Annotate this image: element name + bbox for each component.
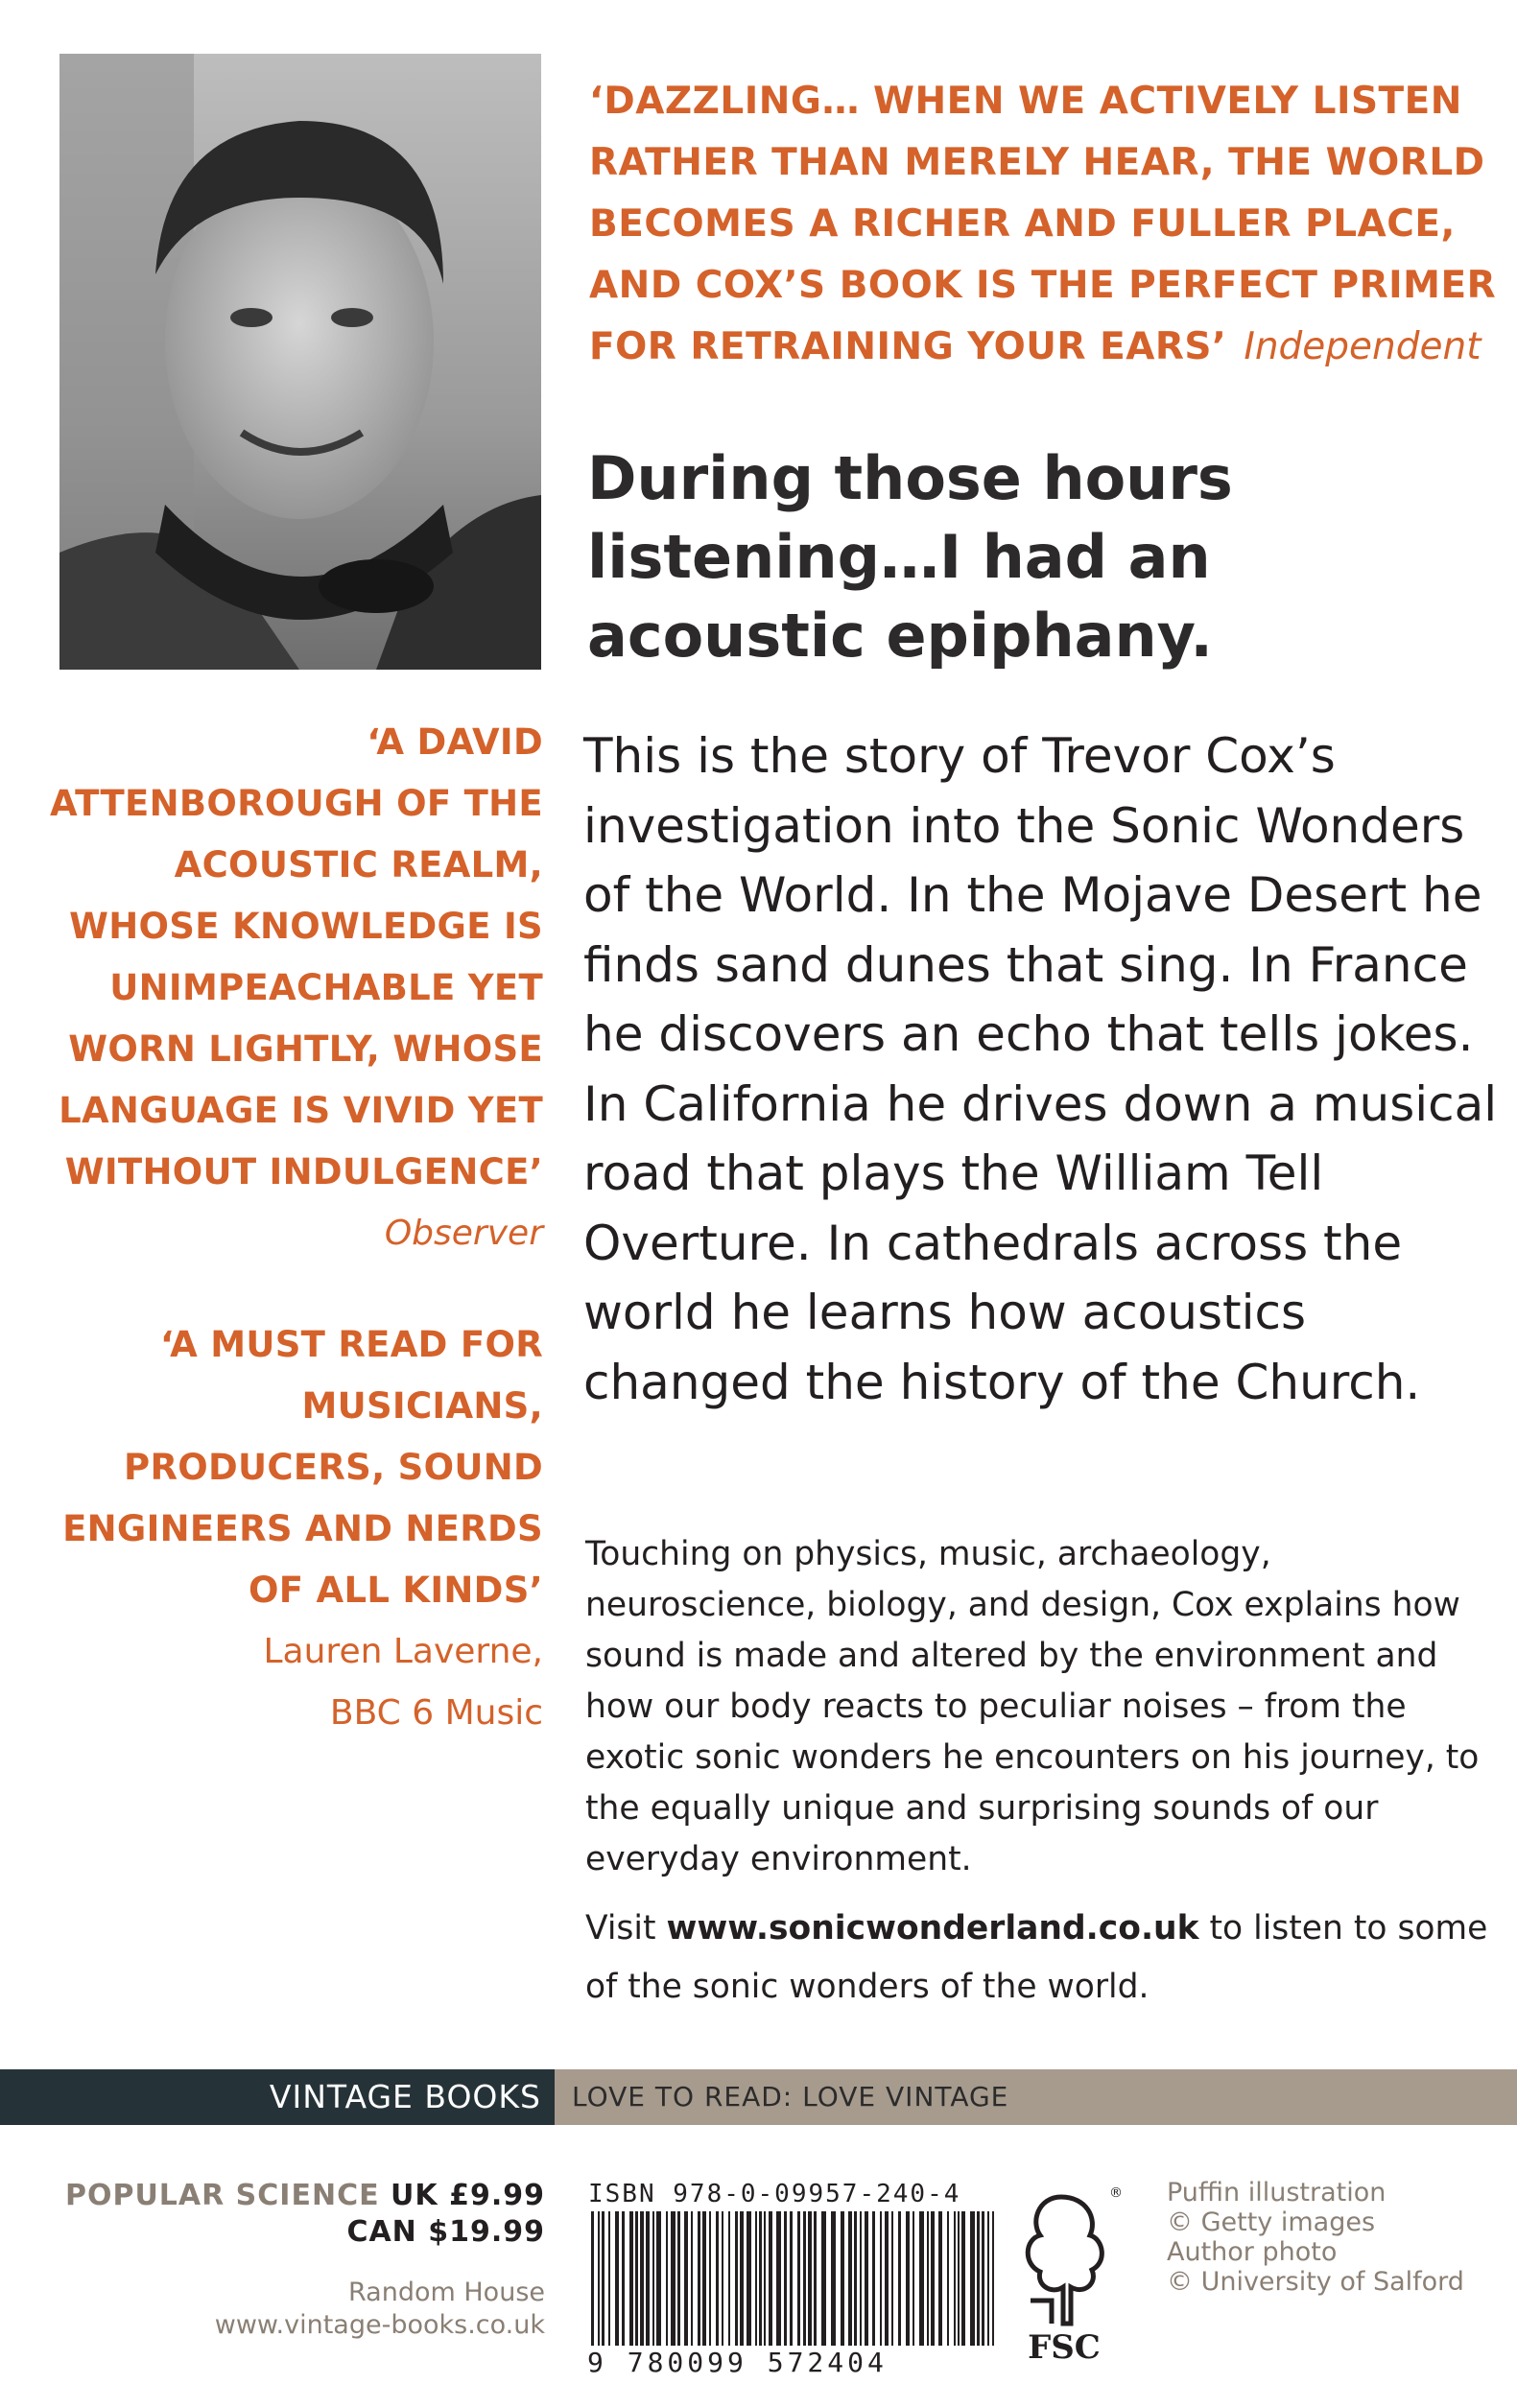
barcode-bar	[831, 2211, 836, 2346]
barcode	[587, 2211, 1002, 2346]
barcode-bar	[931, 2211, 935, 2346]
visit-prefix: Visit	[585, 1909, 667, 1948]
blurb-secondary: Touching on physics, music, archaeology, neuroscience, biology, and design, Cox explains how sound is made and altered by the environment and how our body reacts to peculiar noises – from the exotic sonic wonders he encounters on his journey, to the equally unique and surprising sounds of our everyday environment.	[585, 1535, 1480, 1878]
barcode-bar	[982, 2211, 984, 2346]
price-uk: UK £9.99	[391, 2179, 545, 2212]
barcode-bar	[591, 2211, 594, 2346]
barcode-bar	[740, 2211, 744, 2346]
barcode-bar	[841, 2211, 844, 2346]
barcode-bar	[598, 2211, 600, 2346]
left-review-column	[38, 712, 543, 1744]
publisher-name: Random House	[348, 2278, 545, 2307]
barcode-bar	[698, 2211, 700, 2346]
barcode-bar	[977, 2211, 980, 2346]
barcode-bar	[684, 2211, 688, 2346]
barcode-bar	[776, 2211, 781, 2346]
barcode-bar	[755, 2211, 757, 2346]
barcode-bar	[656, 2211, 661, 2346]
barcode-bar	[671, 2211, 676, 2346]
barcode-bar	[635, 2211, 638, 2346]
barcode-bar	[906, 2211, 910, 2346]
barcode-bar	[987, 2211, 989, 2346]
barcode-bar	[622, 2211, 625, 2346]
barcode-bar	[860, 2211, 862, 2346]
barcode-bar	[872, 2211, 875, 2346]
barcode-bar	[790, 2211, 793, 2346]
barcode-bar	[865, 2211, 868, 2346]
top-review-source: Independent	[1244, 325, 1481, 368]
barcode-bar	[821, 2211, 826, 2346]
barcode-bar	[947, 2211, 949, 2346]
publisher-site: www.vintage-books.co.uk	[214, 2310, 545, 2340]
isbn-label: ISBN 978-0-09957-240-4	[588, 2180, 961, 2208]
review-quote-source-name: Lauren Laverne,	[263, 1632, 543, 1671]
barcode-bar	[803, 2211, 806, 2346]
barcode-bar	[958, 2211, 960, 2346]
barcode-bar	[854, 2211, 857, 2346]
barcode-bar	[797, 2211, 800, 2346]
barcode-bar	[759, 2211, 762, 2346]
barcode-bar	[764, 2211, 766, 2346]
tagline-band: LOVE TO READ: LOVE VINTAGE	[555, 2069, 1517, 2125]
barcode-bar	[784, 2211, 787, 2346]
svg-text:®: ®	[1109, 2185, 1123, 2201]
barcode-bar	[666, 2211, 668, 2346]
review-quote-text: ‘A DAVID ATTENBOROUGH OF THE ACOUSTIC REALM, WHOSE KNOWLEDGE IS UNIMPEACHABLE YET WORN LIGHTLY, WHOSE LANGUAGE IS VIVID YET WITHOUT INDULGENCE’	[50, 721, 543, 1192]
barcode-bar	[722, 2211, 723, 2346]
barcode-bar	[640, 2211, 644, 2346]
barcode-bar	[629, 2211, 633, 2346]
barcode-bar	[677, 2211, 680, 2346]
price-block	[29, 2178, 545, 2251]
top-review-quote	[589, 71, 1510, 378]
review-quote-observer	[38, 712, 543, 1264]
barcode-bar	[898, 2211, 901, 2346]
author-photo	[59, 54, 541, 670]
visit-website-text	[585, 1900, 1506, 2017]
credit-line: Author photo	[1167, 2237, 1338, 2267]
barcode-bar	[652, 2211, 654, 2346]
barcode-bar	[970, 2211, 975, 2346]
barcode-bar	[608, 2211, 610, 2346]
publisher-band: VINTAGE BOOKS	[0, 2069, 555, 2125]
barcode-bar	[716, 2211, 719, 2346]
review-quote-source-outlet: BBC 6 Music	[329, 1693, 543, 1733]
fsc-logo-icon	[1002, 2180, 1126, 2372]
barcode-bar	[891, 2211, 893, 2346]
barcode-bar	[691, 2211, 693, 2346]
barcode-bar	[808, 2211, 812, 2346]
barcode-bar	[646, 2211, 650, 2346]
visit-suffix: to listen to some of the sonic wonders of the world.	[585, 1909, 1488, 2006]
barcode-bar	[961, 2211, 965, 2346]
barcode-bar	[992, 2211, 994, 2346]
image-credits	[1167, 2178, 1512, 2297]
review-quote-laverne	[38, 1314, 543, 1744]
barcode-bar	[769, 2211, 772, 2346]
review-quote-text: ‘A MUST READ FOR MUSICIANS, PRODUCERS, SOUND ENGINEERS AND NERDS OF ALL KINDS’	[62, 1324, 543, 1611]
price-uk-line	[29, 2178, 545, 2214]
barcode-bar	[880, 2211, 882, 2346]
blurb-main: This is the story of Trevor Cox’s investigation into the Sonic Wonders of the World. In the Mojave Desert he finds sand dunes that sing. In France he discovers an echo that tells jokes. In California he drives down a musical road that plays the William Tell Overture. In cathedrals across the world he learns how acoustics changed the history of the Church.	[583, 728, 1498, 1410]
top-review-text: ‘DAZZLING… WHEN WE ACTIVELY LISTEN RATHER THAN MERELY HEAR, THE WORLD BECOMES A RICHER AND FULLER PLACE, AND COX’S BOOK IS THE PERFECT PRIMER FOR RETRAINING YOUR EARS’	[589, 80, 1497, 368]
website-link[interactable]: www.sonicwonderland.co.uk	[666, 1909, 1199, 1948]
review-quote-source: Observer	[384, 1214, 543, 1253]
barcode-bar	[702, 2211, 706, 2346]
barcode-bar	[814, 2211, 817, 2346]
barcode-bar	[709, 2211, 711, 2346]
price-can: CAN $19.99	[346, 2215, 545, 2249]
publisher-info	[29, 2277, 545, 2342]
barcode-bar	[913, 2211, 914, 2346]
barcode-bar	[602, 2211, 604, 2346]
barcode-bar	[938, 2211, 942, 2346]
credit-line: © University of Salford	[1167, 2267, 1464, 2297]
barcode-bar	[919, 2211, 924, 2346]
genre-category: POPULAR SCIENCE	[64, 2179, 380, 2212]
barcode-bar	[735, 2211, 738, 2346]
credit-line: © Getty images	[1167, 2207, 1376, 2237]
fsc-label: FSC	[1028, 2328, 1101, 2367]
barcode-bar	[954, 2211, 956, 2346]
credit-line: Puffin illustration	[1167, 2178, 1387, 2207]
barcode-bar	[848, 2211, 852, 2346]
barcode-bar	[885, 2211, 889, 2346]
barcode-bar	[747, 2211, 751, 2346]
barcode-bar	[927, 2211, 929, 2346]
barcode-bar	[615, 2211, 619, 2346]
barcode-bar	[728, 2211, 730, 2346]
headline: During those hours listening…I had an acoustic epiphany.	[587, 443, 1233, 671]
barcode-number: 9 780099 572404	[587, 2347, 888, 2378]
